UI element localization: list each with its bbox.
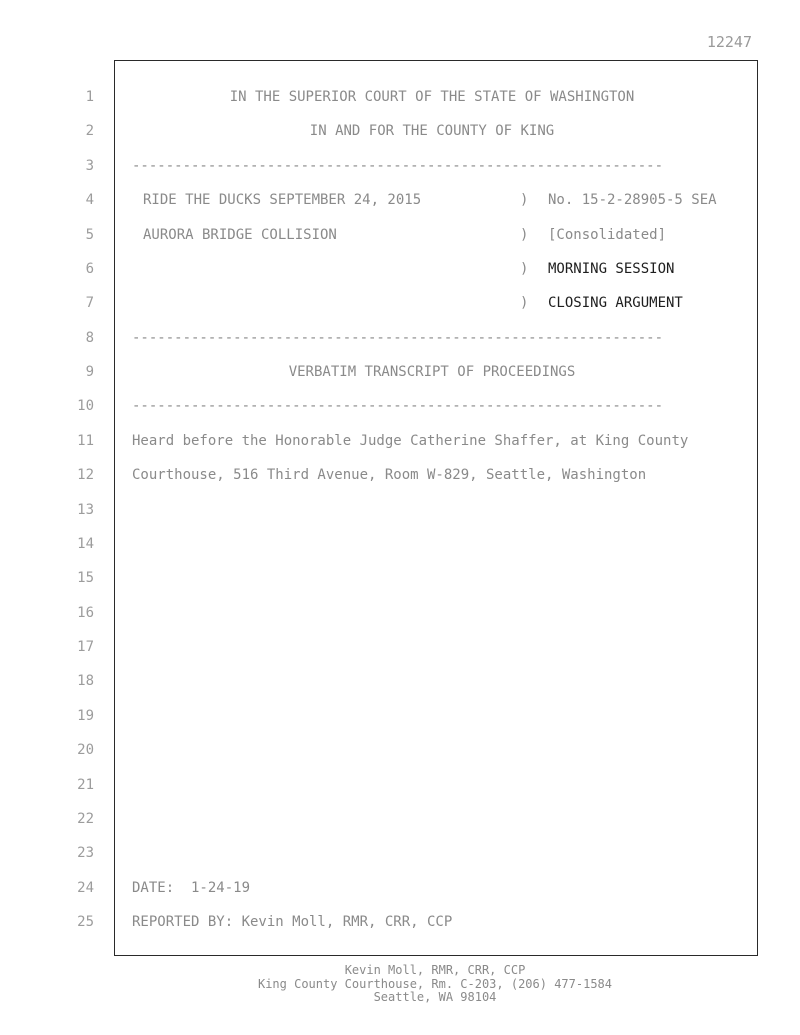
caption-paren: ) bbox=[520, 295, 529, 312]
line-number: 13 bbox=[77, 501, 94, 518]
county-line: IN AND FOR THE COUNTY OF KING bbox=[309, 123, 555, 140]
line-number: 11 bbox=[77, 432, 94, 449]
session-label: MORNING SESSION bbox=[548, 260, 675, 277]
line-number: 7 bbox=[85, 295, 94, 312]
line-number: 24 bbox=[77, 879, 94, 896]
footer-city-line: Seattle, WA 98104 bbox=[373, 990, 497, 1004]
line-number: 16 bbox=[77, 604, 94, 621]
blank-line bbox=[132, 532, 756, 566]
line-number: 15 bbox=[77, 570, 94, 587]
case-number: No. 15-2-28905-5 SEA bbox=[548, 192, 717, 209]
transcript-body bbox=[132, 85, 756, 944]
line-number: 9 bbox=[85, 364, 94, 380]
reported-by-line: REPORTED BY: Kevin Moll, RMR, CRR, CCP bbox=[132, 914, 453, 930]
line-number: 12 bbox=[77, 467, 94, 484]
footer-courthouse-address: King County Courthouse, Rm. C-203, (206) 477-1584 bbox=[257, 976, 612, 991]
consolidated-label: [Consolidated] bbox=[548, 226, 667, 243]
line-number: 19 bbox=[77, 707, 94, 724]
separator-line: --------------------------------------------------------------- bbox=[132, 398, 664, 415]
line-number: 25 bbox=[77, 914, 94, 930]
separator-line: --------------------------------------------------------------- bbox=[132, 329, 664, 346]
caption-paren: ) bbox=[520, 192, 529, 209]
blank-line bbox=[132, 704, 756, 738]
separator-line: --------------------------------------------------------------- bbox=[132, 157, 664, 174]
caption-row bbox=[132, 188, 756, 222]
line-number: 4 bbox=[85, 192, 94, 209]
blank-line bbox=[132, 566, 756, 600]
blank-line bbox=[132, 635, 756, 669]
page-number: 12247 bbox=[706, 33, 752, 51]
blank-line bbox=[132, 773, 756, 807]
caption-row bbox=[132, 291, 756, 325]
date-line: DATE: 1-24-19 bbox=[132, 879, 251, 896]
line-number: 10 bbox=[77, 398, 94, 415]
case-name-line1: RIDE THE DUCKS SEPTEMBER 24, 2015 bbox=[143, 192, 422, 209]
line-number: 6 bbox=[85, 260, 94, 277]
line-number: 23 bbox=[77, 845, 94, 862]
court-name-line: IN THE SUPERIOR COURT OF THE STATE OF WASHINGTON bbox=[229, 89, 635, 105]
line-number: 1 bbox=[85, 89, 94, 105]
proceeding-label: CLOSING ARGUMENT bbox=[548, 295, 683, 312]
line-number: 17 bbox=[77, 639, 94, 655]
footer-reporter-name: Kevin Moll, RMR, CRR, CCP bbox=[344, 963, 526, 977]
document-title: VERBATIM TRANSCRIPT OF PROCEEDINGS bbox=[288, 364, 576, 380]
heard-before-line2: Courthouse, 516 Third Avenue, Room W-829, Seattle, Washington bbox=[132, 467, 647, 484]
blank-line bbox=[132, 807, 756, 841]
line-number-column bbox=[60, 85, 94, 944]
reporter-footer bbox=[0, 964, 800, 1005]
blank-line bbox=[132, 498, 756, 532]
caption-row bbox=[132, 257, 756, 291]
line-number: 21 bbox=[77, 776, 94, 793]
line-number: 14 bbox=[77, 535, 94, 552]
blank-line bbox=[132, 601, 756, 635]
line-number: 22 bbox=[77, 810, 94, 827]
blank-line bbox=[132, 669, 756, 703]
line-number: 3 bbox=[85, 157, 94, 174]
line-number: 2 bbox=[85, 123, 94, 140]
line-number: 5 bbox=[85, 226, 94, 243]
caption-row bbox=[132, 223, 756, 257]
line-number: 8 bbox=[85, 329, 94, 346]
line-number: 20 bbox=[77, 742, 94, 759]
line-number: 18 bbox=[77, 673, 94, 690]
case-name-line2: AURORA BRIDGE COLLISION bbox=[143, 226, 337, 243]
blank-line bbox=[132, 841, 756, 875]
blank-line bbox=[132, 738, 756, 772]
caption-paren: ) bbox=[520, 226, 529, 243]
heard-before-line1: Heard before the Honorable Judge Catherine Shaffer, at King County bbox=[132, 432, 689, 449]
caption-paren: ) bbox=[520, 260, 529, 277]
